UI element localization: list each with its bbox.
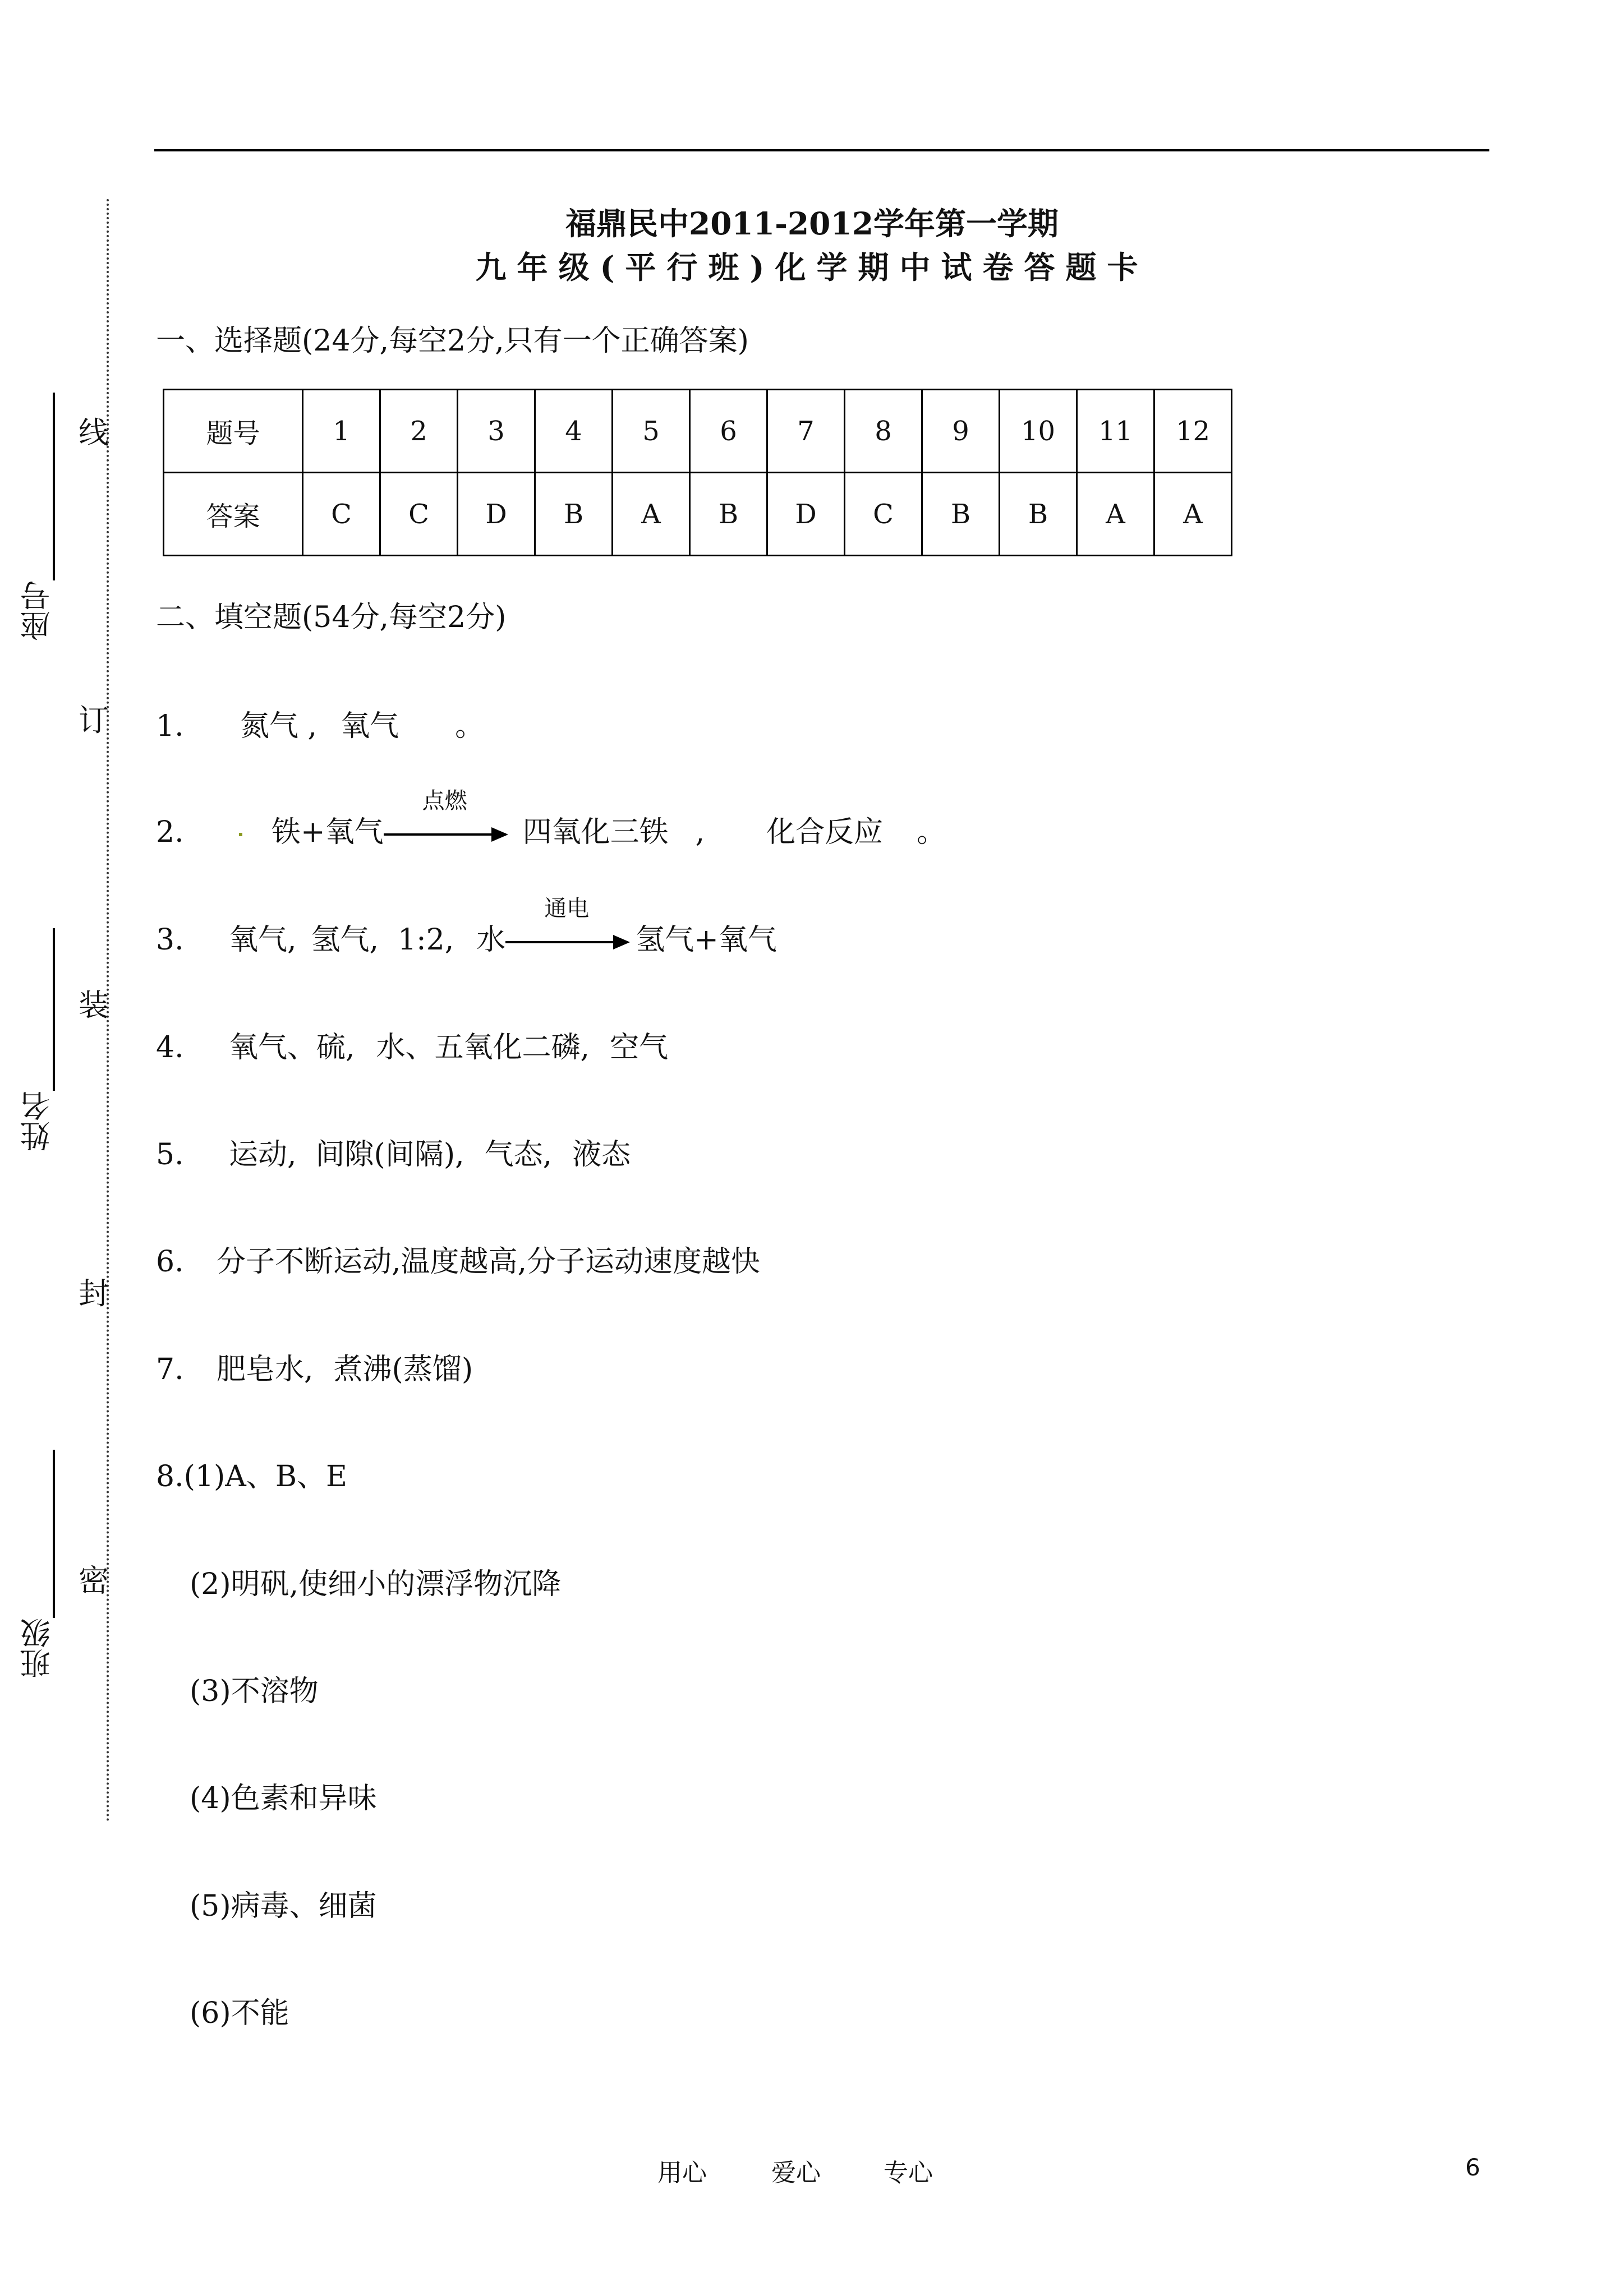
table-cell: B bbox=[1000, 473, 1077, 556]
header-rule bbox=[154, 149, 1489, 151]
answer-text: 水、五氧化二磷, bbox=[376, 1031, 590, 1064]
question-number: 2. bbox=[156, 815, 184, 849]
answer-line-8-4: (4)色素和异味 bbox=[190, 1782, 377, 1815]
table-cell: A bbox=[1077, 473, 1154, 556]
answer-text: 1:2, bbox=[398, 923, 454, 957]
name-label: 姓名 bbox=[20, 1091, 55, 1151]
answer-line-4 bbox=[156, 1023, 668, 1066]
question-number: 1. bbox=[156, 709, 184, 743]
table-cell: 9 bbox=[922, 390, 1000, 473]
table-cell: D bbox=[458, 473, 535, 556]
answer-text: 铁+氧气 bbox=[272, 815, 384, 849]
answer-text: 间隙(间隔), bbox=[315, 1138, 464, 1172]
reaction-condition: 点燃 bbox=[422, 788, 467, 814]
reaction-arrow bbox=[384, 788, 506, 849]
table-header-answer: 答案 bbox=[164, 473, 303, 556]
question-number: 8. bbox=[156, 1460, 184, 1493]
answer-line-1 bbox=[156, 702, 484, 744]
table-cell: C bbox=[845, 473, 922, 556]
answer-line-5 bbox=[156, 1131, 631, 1173]
page-title: 福鼎民中2011-2012学年第一学期 bbox=[565, 205, 1059, 242]
table-row bbox=[164, 473, 1232, 556]
answer-line-8-5: (5)病毒、细菌 bbox=[190, 1889, 377, 1923]
question-number: 3. bbox=[156, 923, 184, 957]
answer-line-8 bbox=[156, 1453, 347, 1495]
class-blank bbox=[53, 1450, 55, 1618]
table-cell: 5 bbox=[613, 390, 690, 473]
answer-text: 运动, bbox=[229, 1138, 297, 1172]
answer-text: 。 bbox=[455, 709, 485, 743]
answer-text: , bbox=[695, 815, 705, 849]
answer-text: 氧气, bbox=[229, 923, 297, 957]
table-cell: 11 bbox=[1077, 390, 1154, 473]
answer-line-6 bbox=[156, 1238, 760, 1280]
answer-line-8-3: (3)不溶物 bbox=[190, 1675, 319, 1708]
footer-text-1: 用心 bbox=[657, 2159, 707, 2187]
table-cell: 2 bbox=[380, 390, 458, 473]
table-cell: B bbox=[690, 473, 767, 556]
name-blank bbox=[53, 928, 55, 1091]
table-cell: D bbox=[767, 473, 845, 556]
table-row bbox=[164, 390, 1232, 473]
answer-text: 液态 bbox=[572, 1138, 631, 1172]
answer-text: 分子不断运动,温度越高,分子运动速度越快 bbox=[217, 1245, 761, 1279]
question-number: 5. bbox=[156, 1138, 184, 1172]
question-number: 6. bbox=[156, 1245, 184, 1279]
section1-heading: 一、选择题(24分,每空2分,只有一个正确答案) bbox=[156, 324, 749, 358]
page-number: 6 bbox=[1465, 2154, 1480, 2181]
binding-char-ding: 订 bbox=[79, 703, 109, 738]
answer-line-3 bbox=[156, 896, 777, 958]
answer-text: 氧气 bbox=[341, 709, 399, 743]
table-cell: 8 bbox=[845, 390, 922, 473]
answer-text: 氢气, bbox=[311, 923, 379, 957]
reaction-condition: 通电 bbox=[544, 896, 590, 921]
seat-number-label: 座号 bbox=[20, 580, 55, 641]
answer-text: 水 bbox=[476, 923, 506, 957]
seat-number-blank bbox=[53, 393, 55, 580]
table-cell: C bbox=[380, 473, 458, 556]
table-cell: C bbox=[303, 473, 380, 556]
stray-dot bbox=[239, 833, 242, 836]
binding-char-zhuang: 装 bbox=[79, 988, 109, 1023]
section2-heading: 二、填空题(54分,每空2分) bbox=[156, 601, 507, 634]
table-cell: 12 bbox=[1154, 390, 1232, 473]
reaction-arrow bbox=[505, 896, 628, 957]
answer-text: 四氧化三铁 bbox=[522, 815, 669, 849]
table-cell: A bbox=[613, 473, 690, 556]
page-subtitle: 九年级(平行班)化学期中试卷答题卡 bbox=[475, 249, 1149, 285]
answer-text: 肥皂水, bbox=[217, 1353, 314, 1386]
table-cell: 6 bbox=[690, 390, 767, 473]
answer-text: 氮气 , bbox=[240, 709, 318, 743]
answer-text: 空气 bbox=[610, 1031, 669, 1064]
table-cell: 7 bbox=[767, 390, 845, 473]
footer-text-3: 专心 bbox=[884, 2159, 933, 2187]
question-number: 7. bbox=[156, 1353, 184, 1386]
binding-char-feng: 封 bbox=[79, 1276, 109, 1311]
binding-char-xian: 线 bbox=[79, 415, 109, 450]
answer-line-2 bbox=[156, 788, 946, 850]
answer-line-7 bbox=[156, 1345, 473, 1387]
table-cell: 4 bbox=[535, 390, 613, 473]
answer-text: 气态, bbox=[484, 1138, 553, 1172]
class-label: 班级 bbox=[20, 1618, 55, 1679]
table-header-number: 题号 bbox=[164, 390, 303, 473]
answer-line-8-6: (6)不能 bbox=[190, 1997, 289, 2030]
binding-char-mi: 密 bbox=[79, 1563, 109, 1598]
answer-text: 煮沸(蒸馏) bbox=[333, 1353, 473, 1386]
answer-text: 氢气+氧气 bbox=[636, 923, 777, 957]
answer-table bbox=[163, 389, 1232, 556]
answer-line-8-2: (2)明矾,使细小的漂浮物沉降 bbox=[190, 1567, 562, 1601]
answer-text: 化合反应 bbox=[766, 815, 884, 849]
table-cell: A bbox=[1154, 473, 1232, 556]
table-cell: 3 bbox=[458, 390, 535, 473]
question-number: 4. bbox=[156, 1031, 184, 1064]
table-cell: B bbox=[922, 473, 1000, 556]
answer-text: 。 bbox=[917, 815, 946, 849]
answer-text: (1)A、B、E bbox=[183, 1460, 348, 1493]
table-cell: B bbox=[535, 473, 613, 556]
table-cell: 1 bbox=[303, 390, 380, 473]
answer-text: 氧气、硫, bbox=[229, 1031, 355, 1064]
footer-text-2: 爱心 bbox=[771, 2159, 821, 2187]
table-cell: 10 bbox=[1000, 390, 1077, 473]
